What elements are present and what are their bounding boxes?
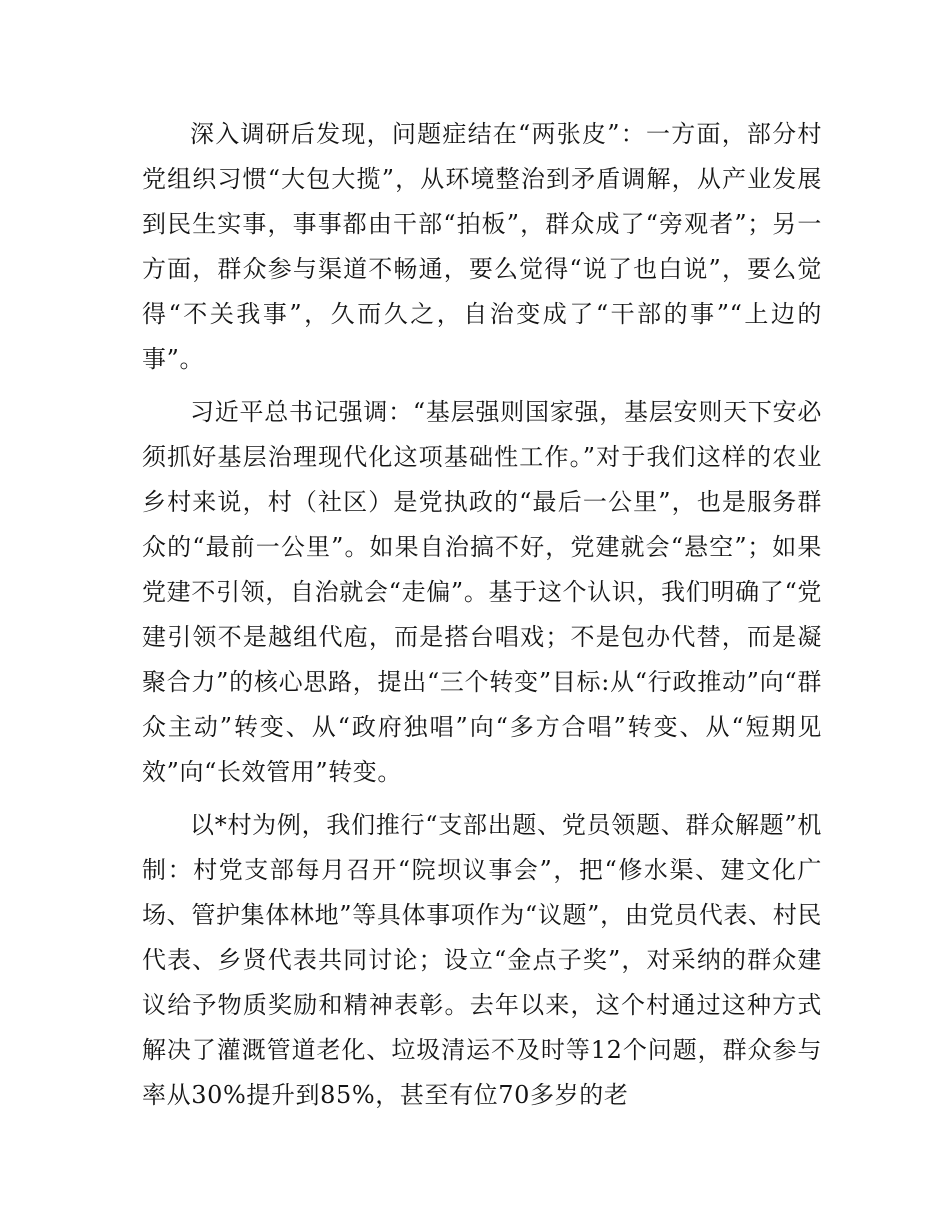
paragraph-guiding-principle: 习近平总书记强调：“基层强则国家强，基层安则天下安必须抓好基层治理现代化这项基础性工作。”对于我们这样的农业乡村来说，村（社区）是党执政的“最后一公里”，也是服务群众的“最前一公里”。如果自治搞不好，党建就会“悬空”；如果党建不引领，自治就会“走偏”。基于这个认识，我们明确了“党建引领不是越组代庖，而是搭台唱戏；不是包办代替，而是凝聚合力”的核心思路，提出“三个转变”目标:从“行政推动”向“群众主动”转变、从“政府独唱”向“多方合唱”转变、从“短期见效”向“长效管用”转变。 <box>142 398 822 786</box>
document-body <box>142 112 822 1118</box>
paragraph-village-example: 以*村为例，我们推行“支部出题、党员领题、群众解题”机制：村党支部每月召开“院坝议事会”，把“修水渠、建文化广场、管护集体林地”等具体事项作为“议题”，由党员代表、村民代表、乡贤代表共同讨论；设立“金点子奖”，对采纳的群众建议给予物质奖励和精神表彰。去年以来，这个村通过这种方式解决了灌溉管道老化、垃圾清运不及时等12个问题，群众参与率从30%提升到85%，甚至有位70多岁的老 <box>142 811 822 1109</box>
paragraph-problem-analysis: 深入调研后发现，问题症结在“两张皮”：一方面，部分村党组织习惯“大包大揽”，从环境整治到矛盾调解，从产业发展到民生实事，事事都由干部“拍板”，群众成了“旁观者”；另一方面，群众参与渠道不畅通，要么觉得“说了也白说”，要么觉得“不关我事”，久而久之，自治变成了“干部的事”“上边的事”。 <box>142 120 822 373</box>
